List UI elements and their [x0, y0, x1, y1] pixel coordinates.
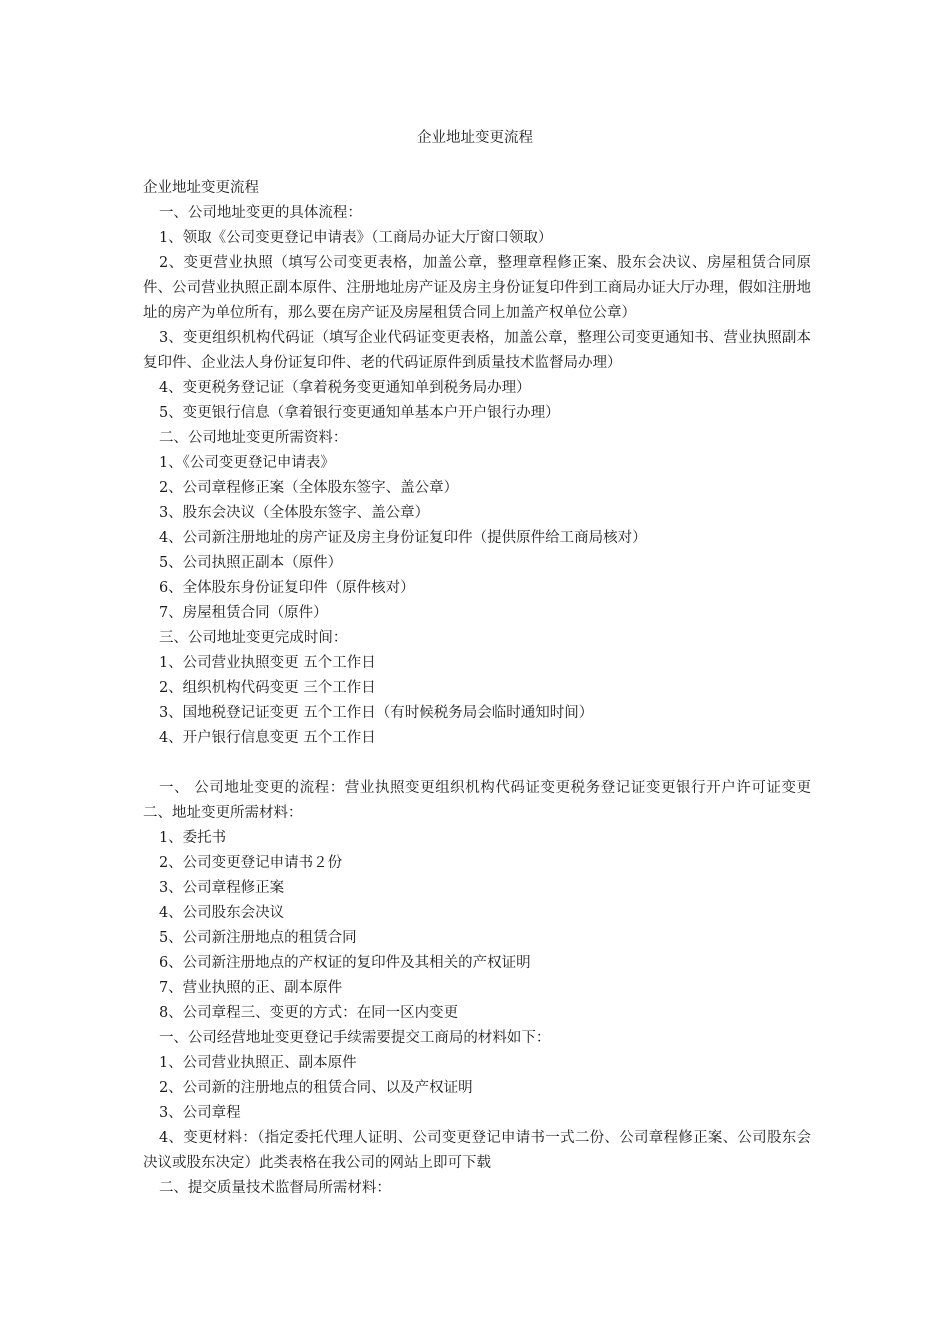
paragraph: 8、公司章程三、变更的方式：在同一区内变更 — [158, 1005, 459, 1021]
paragraph: 3、股东会决议（全体股东签字、盖公章） — [158, 505, 430, 521]
paragraph: 2、公司变更登记申请书２份 — [158, 855, 343, 871]
paragraph: 二、公司地址变更所需资料： — [158, 430, 348, 446]
paragraph: 一、公司经营地址变更登记手续需要提交工商局的材料如下： — [158, 1030, 551, 1046]
paragraph: 1、公司营业执照变更 五个工作日 — [158, 655, 376, 671]
paragraph: 1、委托书 — [158, 830, 227, 846]
paragraph: 5、变更银行信息（拿着银行变更通知单基本户开户银行办理） — [158, 405, 560, 421]
paragraph: 二、提交质量技术监督局所需材料： — [158, 1180, 391, 1196]
paragraph: 企业地址变更流程 — [143, 180, 259, 196]
paragraph: 2、公司新的注册地点的租赁合同、以及产权证明 — [158, 1080, 473, 1096]
paragraph: 1、公司营业执照正、副本原件 — [158, 1055, 357, 1071]
paragraph: 1、领取《公司变更登记申请表》（工商局办证大厅窗口领取） — [158, 230, 553, 246]
paragraph: 2、公司章程修正案（全体股东签字、盖公章） — [158, 480, 459, 496]
paragraph: 2、变更营业执照（填写公司变更表格，加盖公章，整理章程修正案、股东会决议、房屋租赁合同原件、公司营业执照正副本原件、注册地址房产证及房主身份证复印件到工商局办证大厅办理，假如注册地址的房产为单位所有，那么要在房产证及房屋租赁合同上加盖产权单位公章） — [143, 255, 811, 321]
paragraph: 5、公司新注册地点的租赁合同 — [158, 930, 357, 946]
paragraph: 7、房屋租赁合同（原件） — [158, 605, 328, 621]
paragraph: 6、全体股东身份证复印件（原件核对） — [158, 580, 415, 596]
paragraph: 6、公司新注册地点的产权证的复印件及其相关的产权证明 — [158, 955, 531, 971]
document-body — [143, 176, 811, 1201]
paragraph: 一、 公司地址变更的流程：营业执照变更组织机构代码证变更税务登记证变更银行开户许可证变更二、地址变更所需材料： — [143, 780, 811, 821]
paragraph: 3、变更组织机构代码证（填写企业代码证变更表格，加盖公章，整理公司变更通知书、营业执照副本复印件、企业法人身份证复印件、老的代码证原件到质量技术监督局办理） — [143, 330, 811, 371]
paragraph: 三、公司地址变更完成时间： — [158, 630, 348, 646]
paragraph: 4、变更材料：（指定委托代理人证明、公司变更登记申请书一式二份、公司章程修正案、公司股东会决议或股东决定）此类表格在我公司的网站上即可下载 — [143, 1130, 811, 1171]
paragraph: 3、公司章程 — [158, 1105, 241, 1121]
paragraph: 1、《公司变更登记申请表》 — [158, 455, 335, 471]
paragraph: 7、营业执照的正、副本原件 — [158, 980, 343, 996]
paragraph: 3、国地税登记证变更 五个工作日（有时候税务局会临时通知时间） — [158, 705, 594, 721]
paragraph: 4、开户银行信息变更 五个工作日 — [158, 730, 376, 746]
paragraph: 4、公司新注册地址的房产证及房主身份证复印件（提供原件给工商局核对） — [158, 530, 647, 546]
paragraph: 2、组织机构代码变更 三个工作日 — [158, 680, 376, 696]
document-title: 企业地址变更流程 — [417, 130, 533, 146]
paragraph: 3、公司章程修正案 — [158, 880, 285, 896]
paragraph: 4、变更税务登记证（拿着税务变更通知单到税务局办理） — [158, 380, 531, 396]
blank-line — [143, 751, 811, 776]
paragraph: 一、公司地址变更的具体流程： — [158, 205, 362, 221]
paragraph: 4、公司股东会决议 — [158, 905, 285, 921]
paragraph: 5、公司执照正副本（原件） — [158, 555, 343, 571]
